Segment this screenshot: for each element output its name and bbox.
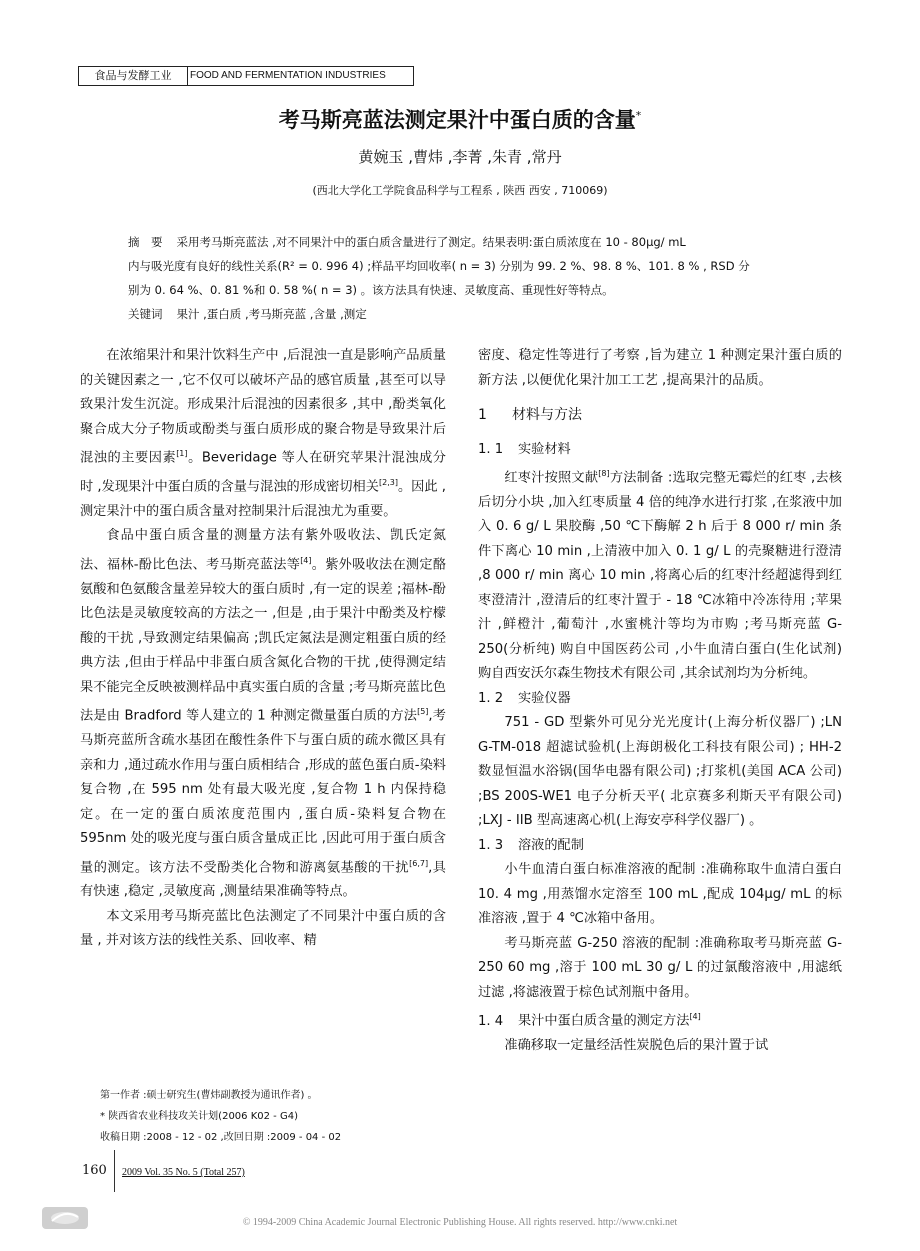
text-span: 。因此 ,测定果汁中的蛋白质含量对控制果汁后混浊尤为重要。 <box>80 479 446 519</box>
footnote-funding: * 陕西省农业科技攻关计划(2006 K02 - G4) <box>100 1111 298 1122</box>
text-span: 。Beveridage 等人在研究苹果汁混浊成分时 ,发现果汁中蛋白质的含量与混浊的形成密切相关 <box>80 450 446 495</box>
section-title: 材料与方法 <box>512 407 582 423</box>
citation: [4] <box>689 1012 701 1022</box>
paper-title-text: 考马斯亮蓝法测定果汁中蛋白质的含量 <box>278 108 636 132</box>
subsection-heading-1-2 <box>478 687 842 712</box>
text-span: 在浓缩果汁和果汁饮料生产中 ,后混浊一直是影响产品质量的关键因素之一 ,它不仅可以破坏产品的感官质量 ,甚至可以导致果汁发生沉淀。形成果汁后混浊的因素很多 ,其中 ,酚类氧化聚合成大分子物质或酚类与蛋白质形成的聚合物是导致果汁后混浊的主要因素 <box>80 348 446 466</box>
abstract-block <box>128 230 800 326</box>
footer-divider <box>114 1150 115 1192</box>
intro-paragraph-3: 本文采用考马斯亮蓝比色法测定了不同果汁中蛋白质的含量 , 并对该方法的线性关系、回收率、精 <box>80 908 446 949</box>
subsection-heading-1-1 <box>478 438 842 463</box>
keywords: 果汁 ,蛋白质 ,考马斯亮蓝 ,含量 ,测定 <box>176 307 367 321</box>
journal-issue: 2009 Vol. 35 No. 5 (Total 257) <box>122 1167 245 1178</box>
section-title: 实验材料 <box>518 441 571 457</box>
text-span: 红枣汁按照文献 <box>504 470 599 486</box>
author-list: 黄婉玉 ,曹炜 ,李菁 ,朱青 ,常丹 <box>358 148 562 166</box>
left-column <box>80 344 446 954</box>
intro-paragraph-1 <box>80 344 446 524</box>
section-number: 1. 3 <box>478 837 504 853</box>
text-span: 。紫外吸收法在测定酪氨酸和色氨酸含量差异较大的蛋白质时 ,有一定的误差 ;福林-酚比色法是灵敏度较高的方法之一 ,但是 ,由于果汁中酚类及柠檬酸的干扰 ,导致测定结果偏高 ;凯氏定氮法是测定粗蛋白质的经典方法 ,但由于样品中非蛋白质含氮化合物的干扰 ,使得测定结果不能完全反映被测样品中真实蛋白质的含量 ;考马斯亮蓝比色法是由 Bradford 等人建立的 1 种测定微量蛋白质的方法 <box>80 557 447 724</box>
subsection-heading-1-3 <box>478 834 842 859</box>
method-paragraph: 准确移取一定量经活性炭脱色后的果汁置于试 <box>504 1038 769 1054</box>
instruments-paragraph: 751 - GD 型紫外可见分光光度计(上海分析仪器厂) ;LN G-TM-018 超滤试验机(上海朗极化工科技有限公司) ; HH-2 数显恒温水浴锅(国华电器有限公司) ;打浆机(美国 ACA 公司) ;BS 200S-WE1 电子分析天平( 北京赛多利斯天平有限公司) ;LXJ - IIB 型高速离心机(上海安亭科学仪器厂) 。 <box>478 715 842 829</box>
citation: [8] <box>598 469 610 478</box>
footnote-dates: 收稿日期 :2008 - 12 - 02 ,改回日期 :2009 - 04 - 02 <box>100 1132 342 1143</box>
abstract-line-1: 采用考马斯亮蓝法 ,对不同果汁中的蛋白质含量进行了测定。结果表明:蛋白质浓度在 10 - 80μg/ mL <box>176 235 686 249</box>
page-number: 160 <box>82 1163 107 1178</box>
journal-name-en: FOOD AND FERMENTATION INDUSTRIES <box>190 70 386 81</box>
journal-name-cn: 食品与发酵工业 <box>79 67 188 85</box>
intro-paragraph-3-cont: 密度、稳定性等进行了考察 ,旨为建立 1 种测定果汁蛋白质的新方法 ,以便优化果汁加工工艺 ,提高果汁的品质。 <box>478 348 842 388</box>
citation: [2,3] <box>378 477 398 487</box>
footnote-author: 第一作者 :硕士研究生(曹炜副教授为通讯作者) 。 <box>100 1090 318 1101</box>
section-heading-1 <box>478 403 842 428</box>
section-number: 1 <box>478 407 487 423</box>
section-title: 果汁中蛋白质含量的测定方法 <box>518 1013 690 1029</box>
citation: [6,7] <box>409 858 429 868</box>
section-number: 1. 2 <box>478 690 504 706</box>
paper-title <box>0 104 920 134</box>
text-span: 方法制备 :选取完整无霉烂的红枣 ,去核后切分小块 ,加入红枣质量 4 倍的纯净水进行打浆 ,在浆液中加入 0. 6 g/ L 果胶酶 ,50 ℃下酶解 2 h 后于 8 000 r/ min 条件下离心 10 min ,上清液中加入 0. 1 g/ L 的壳聚糖进行澄清 ,8 000 r/ min 离心 10 min ,将离心后的红枣汁经超滤得到红枣澄清汁 ,澄清后的红枣汁置于 - 18 ℃冰箱中冷冻待用 ;苹果汁 ,鲜橙汁 ,葡萄汁 ,水蜜桃汁等均为市购 ;考马斯亮蓝 G-250(分析纯) 购自中国医药公司 ,小牛血清白蛋白(生化试剂) 购自西安沃尔森生物技术有限公司 ,其余试剂均为分析纯。 <box>478 470 842 682</box>
subsection-heading-1-4 <box>478 1005 842 1034</box>
abstract-label: 摘 要 <box>128 235 163 249</box>
text-span: ,具有快速 ,稳定 ,灵敏度高 ,测量结果准确等特点。 <box>80 859 446 900</box>
citation: [5] <box>417 707 429 717</box>
copyright-line: © 1994-2009 China Academic Journal Electronic Publishing House. All rights reserved. http://www.cnki.net <box>242 1217 678 1228</box>
section-title: 溶液的配制 <box>518 837 584 853</box>
abstract-line-3: 别为 0. 64 %、0. 81 %和 0. 58 %( n = 3) 。该方法具有快速、灵敏度高、重现性好等特点。 <box>128 283 614 297</box>
right-column <box>478 344 842 1059</box>
journal-header-box <box>78 66 414 86</box>
materials-paragraph <box>478 462 842 687</box>
title-footnote-mark: * <box>635 109 642 122</box>
affiliation: (西北大学化工学院食品科学与工程系 , 陕西 西安 , 710069) <box>312 184 608 197</box>
intro-paragraph-2 <box>80 524 446 905</box>
solution-paragraph-2: 考马斯亮蓝 G-250 溶液的配制 :准确称取考马斯亮蓝 G-250 60 mg ,溶于 100 mL 30 g/ L 的过氯酸溶液中 ,用滤纸过滤 ,将滤液置于棕色试剂瓶中备用。 <box>478 935 842 1000</box>
footnotes <box>100 1085 341 1148</box>
section-number: 1. 4 <box>478 1013 504 1029</box>
solution-paragraph-1: 小牛血清白蛋白标准溶液的配制 :准确称取牛血清白蛋白 10. 4 mg ,用蒸馏水定溶至 100 mL ,配成 104μg/ mL 的标准溶液 ,置于 4 ℃冰箱中备用。 <box>478 862 842 927</box>
text-span: 食品中蛋白质含量的测量方法有紫外吸收法、凯氏定氮法、福林-酚比色法、考马斯亮蓝法等 <box>80 528 446 573</box>
abstract-line-2: 内与吸光度有良好的线性关系(R² = 0. 996 4) ;样品平均回收率( n = 3) 分别为 99. 2 %、98. 8 %、101. 8 % , RSD 分 <box>128 259 750 273</box>
citation: [1] <box>176 449 188 458</box>
citation: [4] <box>300 555 312 565</box>
section-title: 实验仪器 <box>518 690 571 706</box>
section-number: 1. 1 <box>478 441 504 457</box>
keywords-label: 关键词 <box>128 307 163 321</box>
text-span: ,考马斯亮蓝所含疏水基团在酸性条件下与蛋白质的疏水微区具有亲和力 ,通过疏水作用与蛋白质相结合 ,形成的蓝色蛋白质-染料复合物 ,在 595 nm 处有最大吸光度 ,复合物 1 h 内保持稳定。在一定的蛋白质浓度范围内 ,蛋白质-染料复合物在 595nm 处的吸光度与蛋白质含量成正比 ,因此可用于蛋白质含量的测定。该方法不受酚类化合物和游离氨基酸的干扰 <box>80 708 446 875</box>
